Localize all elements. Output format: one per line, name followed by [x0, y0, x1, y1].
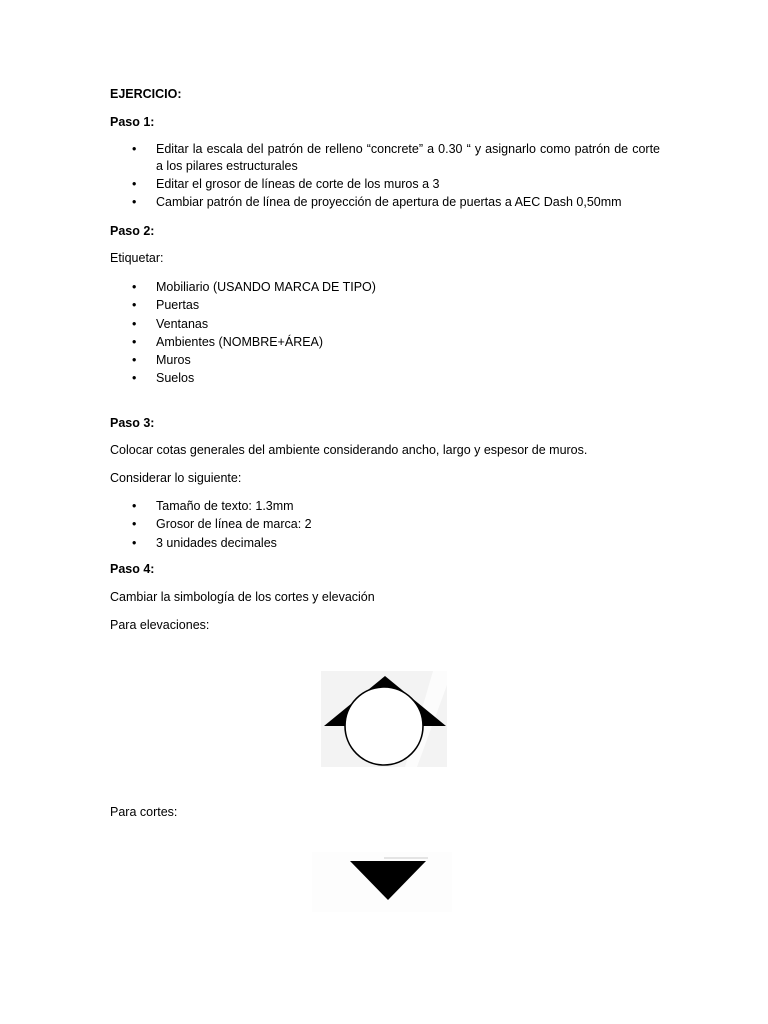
step2-list [110, 278, 660, 388]
step4-heading: Paso 4: [110, 562, 155, 576]
bullet-icon: • [132, 353, 137, 368]
bullet-icon: • [132, 334, 137, 349]
bullet-icon: • [132, 517, 137, 532]
bullet-icon: • [132, 298, 137, 313]
bullet-icon: • [132, 371, 137, 386]
list-item: • Puertas [110, 296, 660, 314]
elevation-symbol-icon [321, 671, 447, 767]
list-item: • Editar el grosor de líneas de corte de los muros a 3 [110, 175, 660, 193]
bullet-icon: • [132, 177, 137, 191]
bullet-icon: • [132, 316, 137, 331]
list-item: • Cambiar patrón de línea de proyección de apertura de puertas a AEC Dash 0,50mm [110, 193, 660, 211]
list-item: • Muros [110, 351, 660, 369]
bullet-icon: • [132, 535, 137, 550]
step1-heading: Paso 1: [110, 115, 155, 129]
bullet-icon: • [132, 142, 137, 156]
step2-heading: Paso 2: [110, 224, 155, 238]
exercise-title: EJERCICIO: [110, 87, 182, 101]
bullet-icon: • [132, 499, 137, 513]
list-item: • Suelos [110, 369, 660, 387]
list-item: • Ventanas [110, 315, 660, 333]
list-item: • Ambientes (NOMBRE+ÁREA) [110, 333, 660, 351]
step3-list [110, 497, 660, 552]
list-item: • Grosor de línea de marca: 2 [110, 515, 660, 533]
elevation-label: Para elevaciones: [110, 618, 210, 632]
section-label: Para cortes: [110, 805, 178, 819]
step2-intro: Etiquetar: [110, 251, 164, 265]
list-item: • 3 unidades decimales [110, 534, 660, 552]
step1-list [110, 141, 660, 212]
step3-intro: Colocar cotas generales del ambiente considerando ancho, largo y espesor de muros. [110, 443, 588, 457]
step3-intro2: Considerar lo siguiente: [110, 471, 242, 485]
step3-heading: Paso 3: [110, 416, 155, 430]
list-item: • Mobiliario (USANDO MARCA DE TIPO) [110, 278, 660, 296]
section-symbol-icon [312, 852, 452, 912]
list-item: • Tamaño de texto: 1.3mm [110, 497, 660, 515]
step4-intro: Cambiar la simbología de los cortes y elevación [110, 590, 375, 604]
elevation-symbol-circle [345, 687, 423, 765]
bullet-icon: • [132, 280, 137, 294]
bullet-icon: • [132, 195, 137, 210]
list-item: • Editar la escala del patrón de relleno “concrete” a 0.30 “ y asignarlo como patrón de corte a los pilares estructurales [132, 142, 660, 173]
